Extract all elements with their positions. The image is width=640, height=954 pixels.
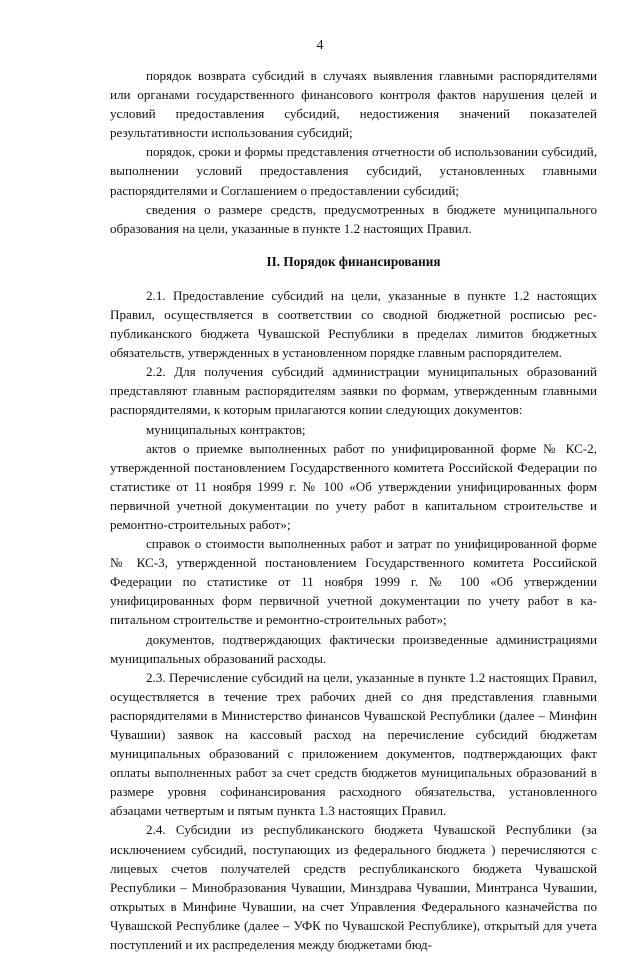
document-body bbox=[110, 66, 597, 954]
paragraph-reporting-procedure: порядок, сроки и формы представления отчетности об использовании субсидий, выполнении условий предоставления субсидий, установленных главными распорядителями и Соглашением о предоставлении субсидий; bbox=[110, 144, 597, 198]
paragraph-2-1: 2.1. Предоставление субсидий на цели, указанные в пункте 1.2 настоящих Правил, осуществляется в соответствии со сводной бюджетной росписью республиканского бюджета Чувашской Республики в пределах лимитов бюджетных обязательств, утвержденных в установленном порядке главным распорядителем. bbox=[110, 287, 597, 361]
paragraph-2-2: 2.2. Для получения субсидий администрации муниципальных образований представляют главным распорядителям заявки по формам, утвержденным главными распорядителями, к которым прилагаются копии следующих документов: bbox=[110, 364, 597, 418]
paragraph-2-3: 2.3. Перечисление субсидий на цели, указанные в пункте 1.2 настоящих Правил, осуществляется в течение трех рабочих дней со дня представления главными распорядителями в Министерство финансов Чувашской Республики (далее – Минфин Чувашии) заявок на кассовый расход на перечисление субсидий бюджетам муниципальных образований с приложением документов, подтверждающих факт оплаты выполненных работ за счет средств бюджетов муниципальных образований в размере уровня софинансирования расходного обязательства, установленного абзацами четвертым и пятым пункта 1.3 настоящих Правил. bbox=[110, 669, 597, 819]
list-item-ks2-acts: актов о приемке выполненных работ по унифицированной форме № КС-2, утвержденной постановлением Государственного комитета Российской Федерации по статистике от 11 ноября 1999 г. № 100 «Об утверждении унифицированных форм первичной учетной документации по учету работ в капитальном строительстве и ремонтно-строительных работ»; bbox=[110, 440, 597, 532]
paragraph-refund-procedure: порядок возврата субсидий в случаях выявления главными распорядителями или органами государственного финансового контроля фактов нарушения целей и условий предоставления субсидий, недостижения значений показателей результативности использования субсидий; bbox=[110, 68, 597, 141]
list-item-contracts: муниципальных контрактов; bbox=[146, 421, 306, 437]
page-number: 4 bbox=[316, 38, 324, 53]
list-item-expense-documents: документов, подтверждающих фактически произведенные администрациями муниципальных образований расходы. bbox=[110, 631, 597, 666]
list-item-ks3-certificates: справок о стоимости выполненных работ и затрат по унифицированной форме № КС-3, утвержденной постановлением Государственного комитета Российской Федерации по статистике от 11 ноября 1999 г. № 100 «Об утверждении унифицированных форм первичной учетной документации по учету работ в капитальном строительстве и ремонтно-строительных работ»; bbox=[110, 536, 597, 628]
section-title: II. Порядок финансирования bbox=[266, 253, 441, 269]
paragraph-2-4: 2.4. Субсидии из республиканского бюджета Чувашской Республики (за исключением субсидий, поступающих из федерального бюджета ) перечисляются с лицевых счетов получателей средств республиканского бюджета Чувашской Республики – Минобразования Чувашии, Минздрава Чувашии, Минтранса Чувашии, открытых в Минфине Чувашии, на счет Управления Федерального казначейства по Чувашской Республике (далее – УФК по Чувашской Республике), открытый для учета поступлений и их распределения между бюджетами бюд- bbox=[110, 822, 597, 953]
paragraph-funds-information: сведения о размере средств, предусмотренных в бюджете муниципального образования на цели, указанные в пункте 1.2 настоящих Правил. bbox=[110, 201, 597, 236]
